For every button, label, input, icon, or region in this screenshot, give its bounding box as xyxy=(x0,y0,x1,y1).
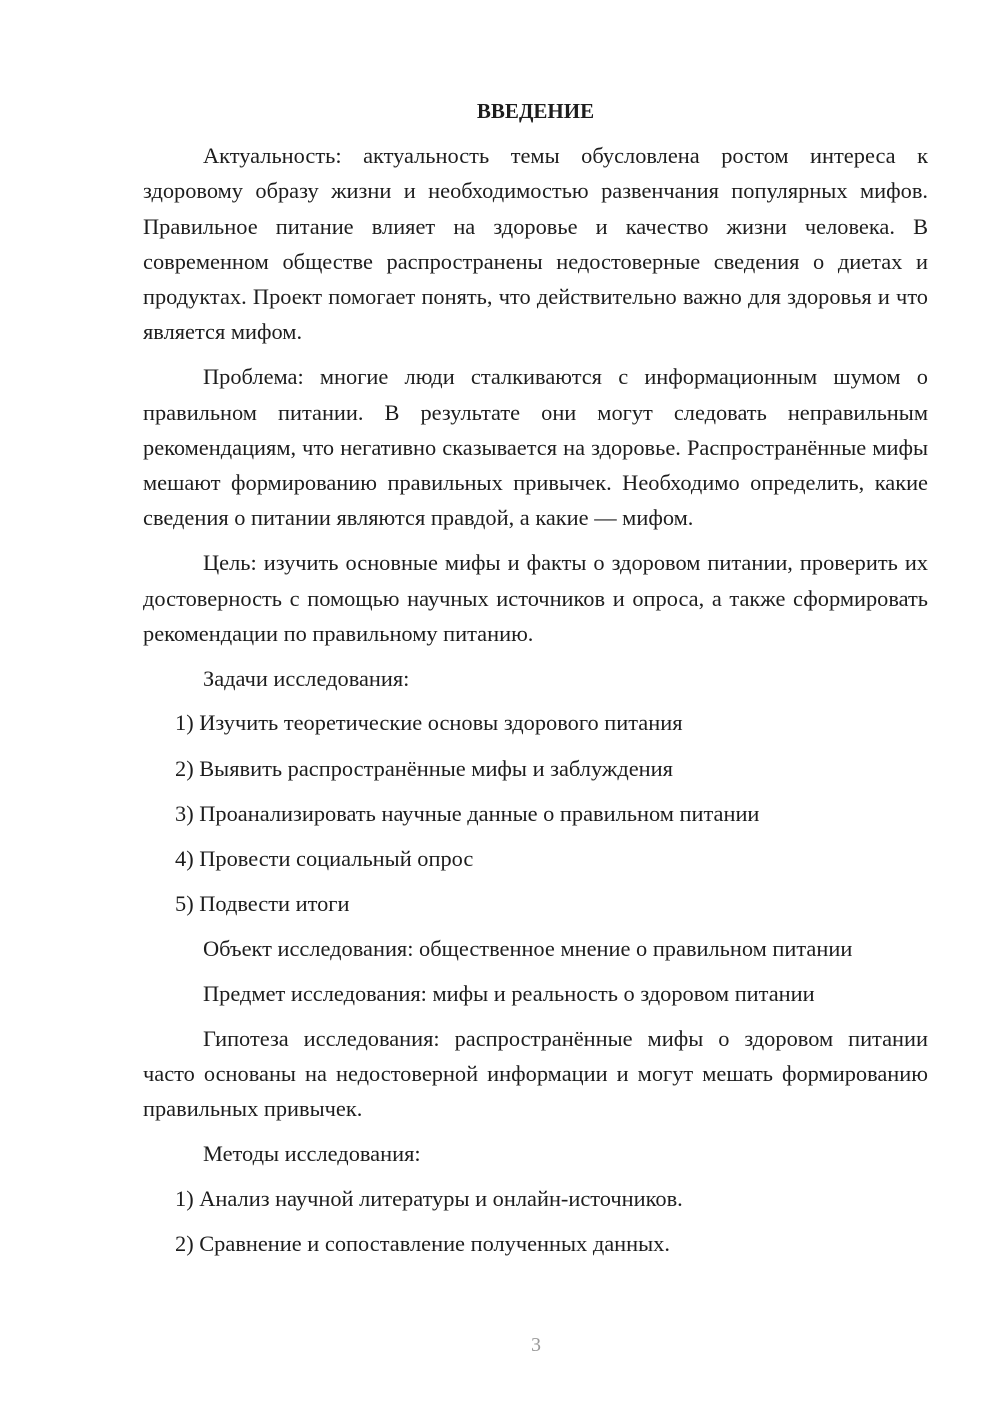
page-content xyxy=(143,94,928,1271)
tasks-heading: Задачи исследования: xyxy=(203,665,410,691)
list-item: 1) Изучить теоретические основы здорового питания xyxy=(175,710,683,736)
list-item: 1) Анализ научной литературы и онлайн-источников. xyxy=(175,1185,683,1211)
list-item: 3) Проанализировать научные данные о правильном питании xyxy=(175,800,760,826)
object-line: Объект исследования: общественное мнение о правильном питании xyxy=(203,935,853,961)
list-item: 2) Выявить распространённые мифы и заблуждения xyxy=(175,755,673,781)
tasks-list xyxy=(143,705,928,921)
subject-line: Предмет исследования: мифы и реальность о здоровом питании xyxy=(203,980,815,1006)
list-item: 2) Сравнение и сопоставление полученных данных. xyxy=(175,1230,670,1256)
page-number: 3 xyxy=(531,1334,541,1356)
problem-paragraph: Проблема: многие люди сталкиваются с информационным шумом о правильном питании. В результате они могут следовать неправильным рекомендациям, что негативно сказывается на здоровье. Распространённые мифы мешают формированию правильных привычек. Необходимо определить, какие сведения о питании являются правдой, а какие — мифом. xyxy=(143,364,928,531)
list-item: 4) Провести социальный опрос xyxy=(175,845,474,871)
methods-heading: Методы исследования: xyxy=(203,1140,421,1166)
goal-paragraph: Цель: изучить основные мифы и факты о здоровом питании, проверить их достоверность с помощью научных источников и опроса, а также сформировать рекомендации по правильному питанию. xyxy=(143,550,928,646)
list-item: 5) Подвести итоги xyxy=(175,890,350,916)
methods-list xyxy=(143,1181,928,1261)
relevance-paragraph: Актуальность: актуальность темы обусловлена ростом интереса к здоровому образу жизни и необходимостью развенчания популярных мифов. Правильное питание влияет на здоровье и качество жизни человека. В современном обществе распространены недостоверные сведения о диетах и продуктах. Проект помогает понять, что действительно важно для здоровья и что является мифом. xyxy=(143,143,928,345)
section-title: ВВЕДЕНИЕ xyxy=(476,99,595,123)
hypothesis-paragraph: Гипотеза исследования: распространённые мифы о здоровом питании часто основаны на недостоверной информации и могут мешать формированию правильных привычек. xyxy=(143,1025,928,1122)
